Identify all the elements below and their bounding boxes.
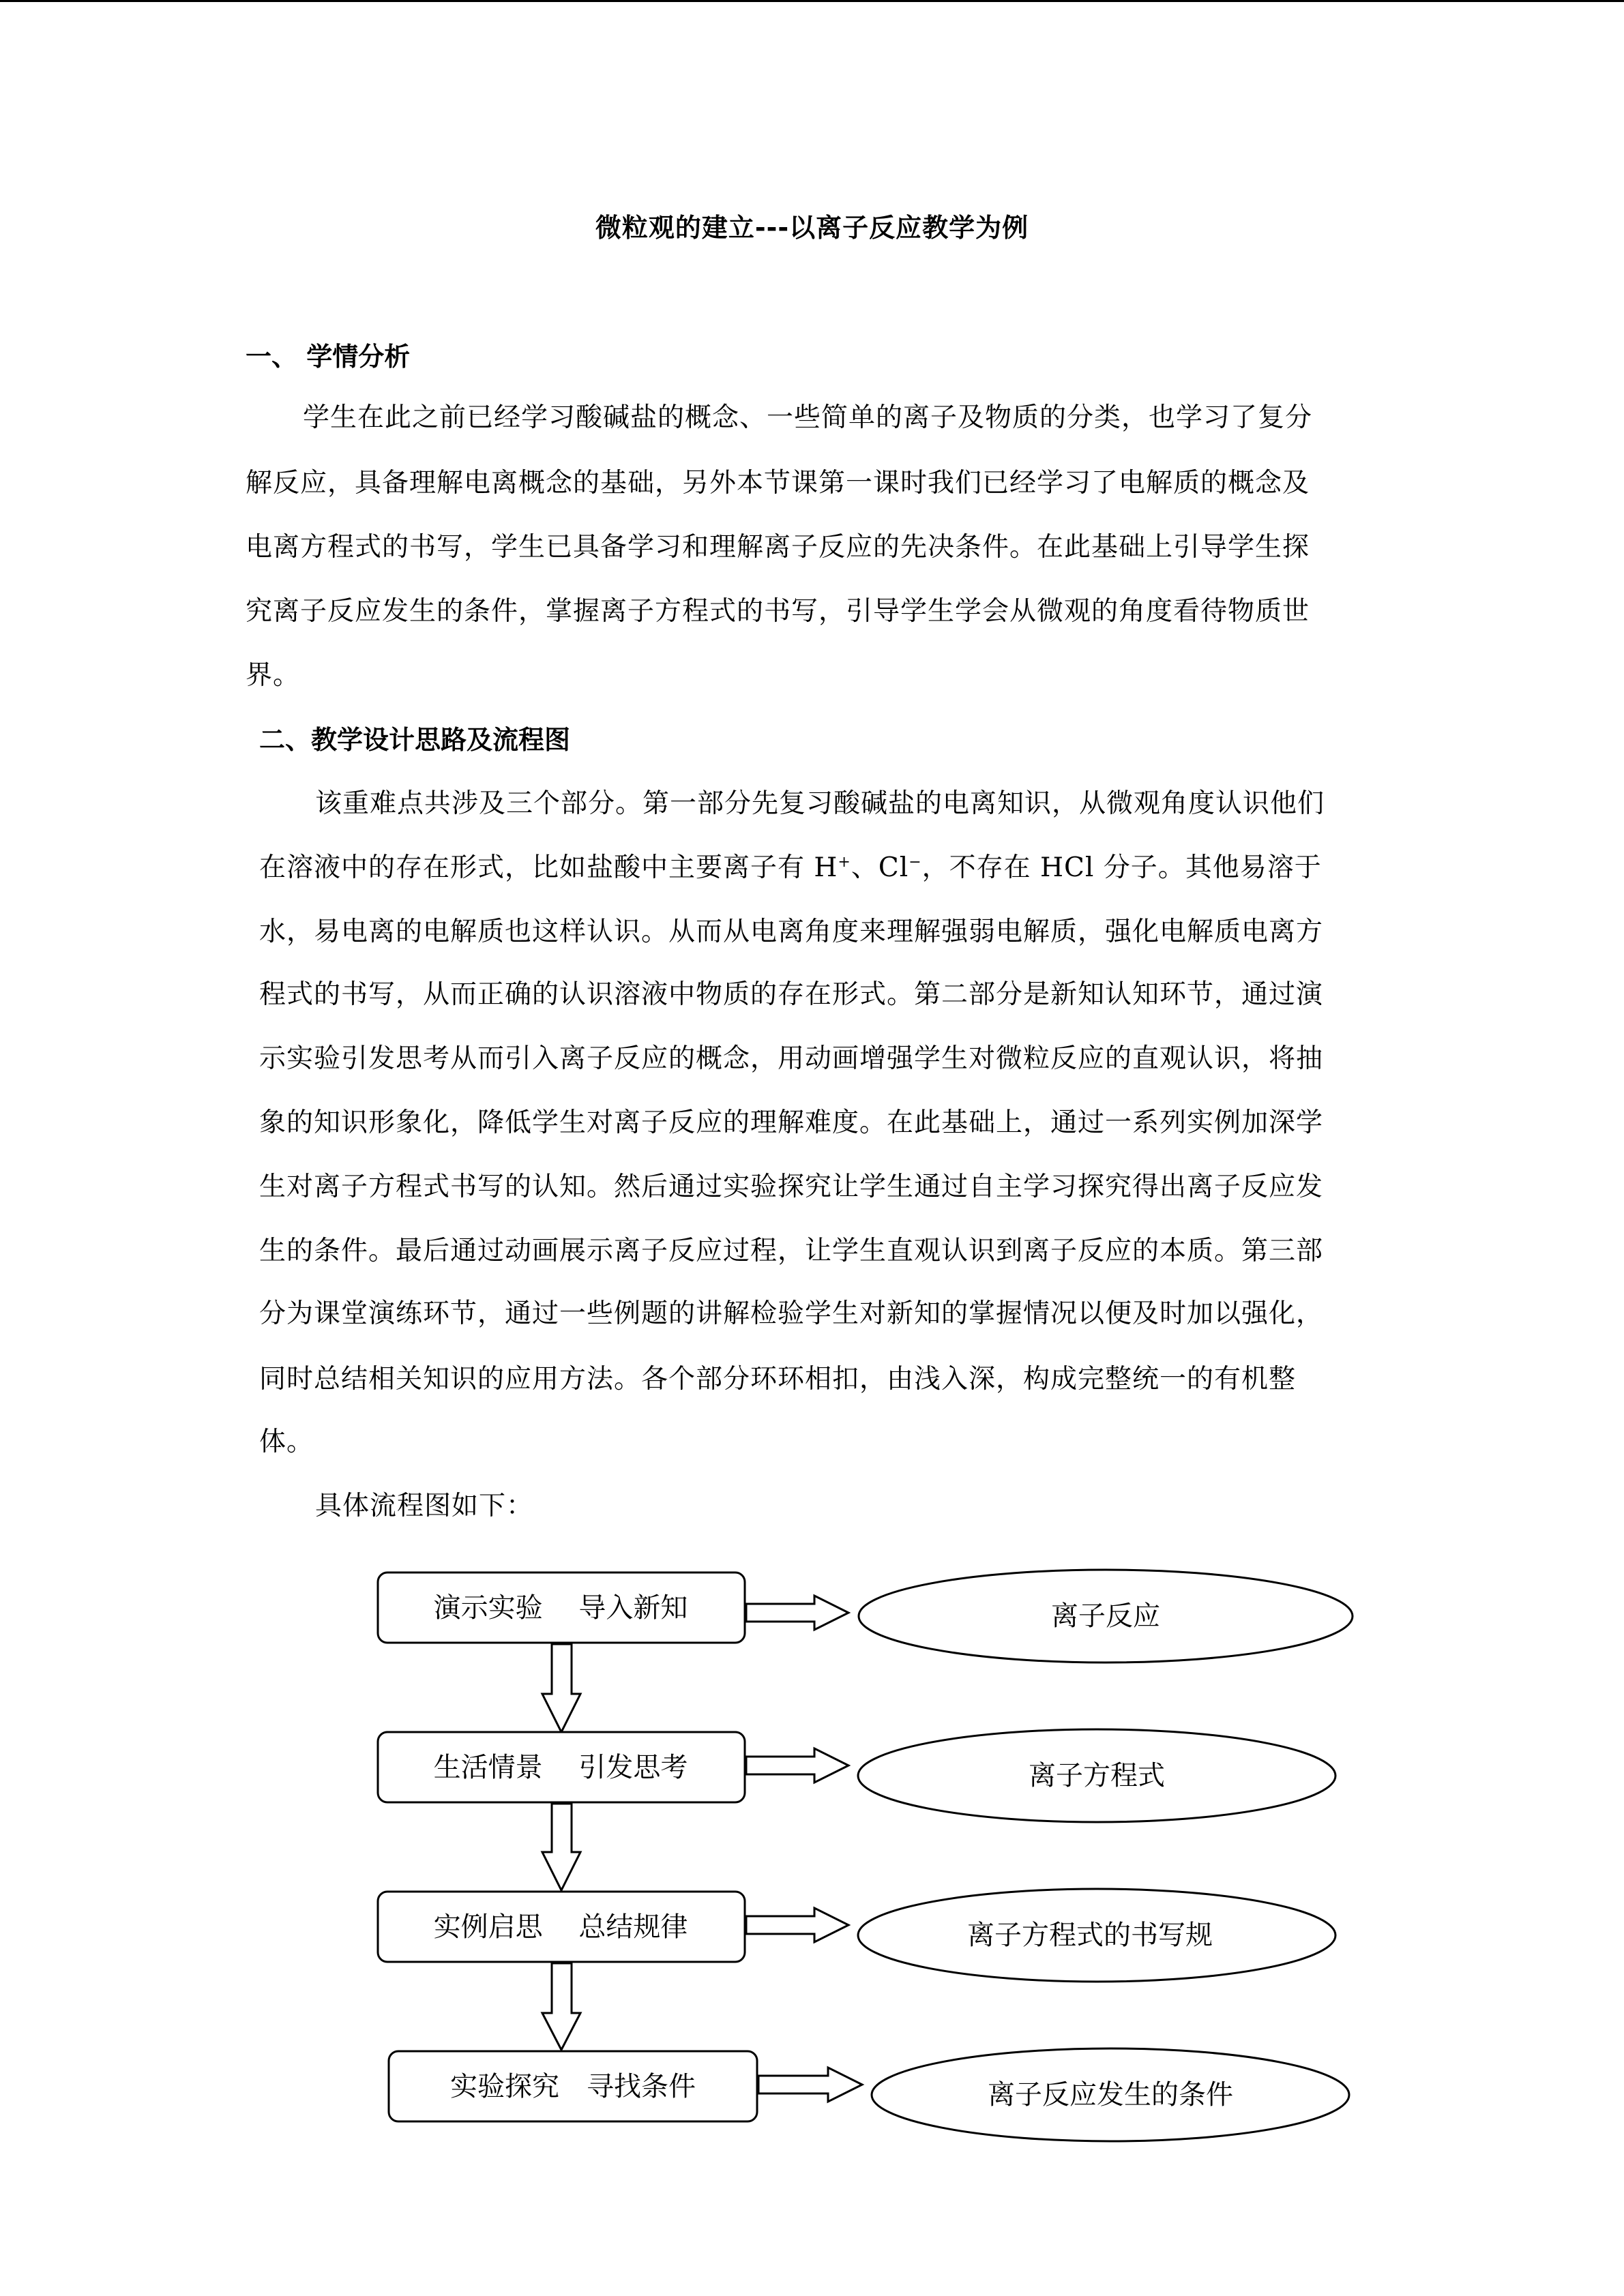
section2-line: 程式的书写，从而正确的认识溶液中物质的存在形式。第二部分是新知认知环节，通过演: [259, 979, 1324, 1010]
flow-result-2-label: 离子方程式: [1029, 1760, 1165, 1791]
section1-line: 学生在此之前已经学习酸碱盐的概念、一些简单的离子及物质的分类，也学习了复分: [303, 402, 1313, 433]
section-heading-design-flow: 二、教学设计思路及流程图: [259, 725, 571, 755]
section2-line: 示实验引发思考从而引入离子反应的概念，用动画增强学生对微粒反应的直观认识，将抽: [259, 1043, 1324, 1074]
flow-result-4-label: 离子反应发生的条件: [988, 2079, 1233, 2111]
right-arrow-icon: [746, 1908, 848, 1942]
section2-line: 象的知识形象化，降低学生对离子反应的理解难度。在此基础上，通过一系列实例加深学: [259, 1107, 1324, 1138]
cl-ion-charge: −: [909, 854, 922, 871]
section2-line: 该重难点共涉及三个部分。第一部分先复习酸碱盐的电离知识，从微观角度认识他们: [315, 788, 1325, 819]
document-title: 微粒观的建立---以离子反应教学为例: [595, 213, 1029, 243]
flow-box-3-label: 实例启思 总结规律: [433, 1911, 688, 1943]
flow-result-3-label: 离子方程式的书写规: [967, 1920, 1213, 1951]
section2-line: 体。: [259, 1427, 314, 1457]
section2-line: 分为课堂演练环节，通过一些例题的讲解检验学生对新知的掌握情况以便及时加以强化，: [259, 1298, 1324, 1329]
down-arrow-icon: [542, 1644, 580, 1732]
section2-line-ions-part2: 、Cl: [851, 852, 909, 883]
flow-result-1-label: 离子反应: [1051, 1600, 1160, 1632]
section1-line: 解反应，具备理解电离概念的基础，另外本节课第一课时我们已经学习了电解质的概念及: [246, 468, 1310, 498]
flow-box-4-label: 实验探究 寻找条件: [450, 2071, 696, 2102]
right-arrow-icon: [758, 2068, 862, 2102]
section2-line-ions-part1: 在溶液中的存在形式，比如盐酸中主要离子有 H: [259, 852, 838, 883]
section1-line: 界。: [246, 660, 301, 691]
right-arrow-icon: [746, 1596, 848, 1630]
section1-line: 究离子反应发生的条件，掌握离子方程式的书写，引导学生学会从微观的角度看待物质世: [246, 596, 1310, 627]
section2-line: 同时总结相关知识的应用方法。各个部分环环相扣，由浅入深，构成完整统一的有机整: [259, 1364, 1297, 1395]
section2-line-ions-part3: ，不存在 HCl 分子。其他易溶于: [921, 852, 1322, 883]
section2-line: 水，易电离的电解质也这样认识。从而从电离角度来理解强弱电解质，强化电解质电离方: [259, 916, 1324, 947]
down-arrow-icon: [542, 1804, 580, 1890]
flow-box-1-label: 演示实验 导入新知: [433, 1592, 688, 1624]
section1-line: 电离方程式的书写，学生已具备学习和理解离子反应的先决条件。在此基础上引导学生探: [246, 532, 1310, 563]
down-arrow-icon: [542, 1963, 580, 2050]
section2-line: 生对离子方程式书写的认知。然后通过实验探究让学生通过自主学习探究得出离子反应发: [259, 1172, 1324, 1202]
section2-line: 生的条件。最后通过动画展示离子反应过程，让学生直观认识到离子反应的本质。第三部: [259, 1236, 1324, 1266]
flow-box-2-label: 生活情景 引发思考: [433, 1752, 688, 1783]
section-heading-student-analysis: 一、 学情分析: [246, 342, 411, 372]
flowchart-intro: 具体流程图如下：: [315, 1491, 534, 1521]
h-ion-charge: +: [838, 854, 851, 871]
right-arrow-icon: [746, 1748, 848, 1783]
